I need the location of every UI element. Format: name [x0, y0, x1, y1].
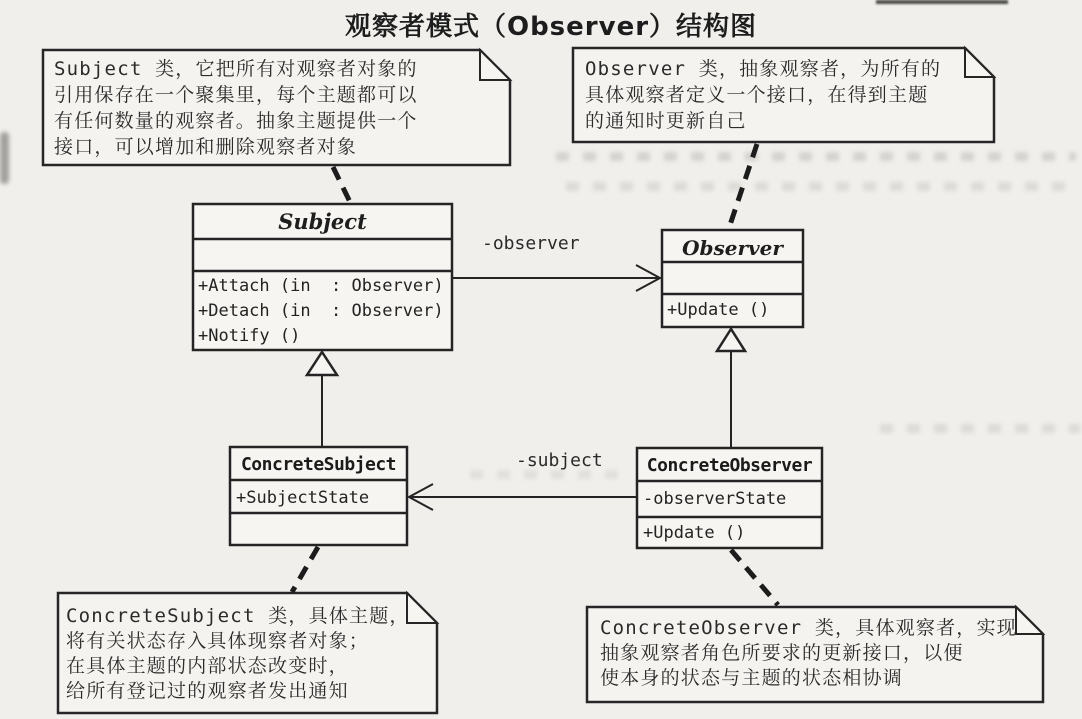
note-line: 有任何数量的观察者。抽象主题提供一个: [54, 110, 418, 132]
class-method: +Update (): [667, 300, 770, 320]
class-method: +Detach (in : Observer): [198, 301, 444, 321]
class-methods-observer: [667, 298, 769, 323]
class-attribute: +SubjectState: [236, 488, 370, 508]
note-line: ConcreteSubject 类，具体主题，: [66, 605, 410, 627]
page-title: 观察者模式（Observer）结构图: [344, 12, 758, 42]
class-name-concrete-subject: ConcreteSubject: [240, 454, 397, 475]
note-line: Subject 类，它把所有对观察者对象的: [54, 58, 418, 80]
note-line: 使本身的状态与主题的状态相协调: [600, 667, 904, 689]
note-line: 具体观察者定义一个接口，在得到主题: [585, 84, 929, 106]
class-name-subject: Subject: [278, 209, 367, 234]
note-line: 抽象观察者角色所要求的更新接口，以便: [600, 642, 964, 664]
class-attributes-concrete-subject: [236, 486, 369, 511]
class-name-observer: Observer: [682, 236, 783, 260]
note-line: 将有关状态存入具体现察者对象；: [66, 630, 370, 652]
class-attribute: -observerState: [643, 489, 787, 509]
note-concrete-subject: [66, 604, 426, 704]
association-label-subject: -subject: [516, 450, 603, 471]
note-line: 的通知时更新自己: [585, 110, 747, 132]
class-methods-concrete-observer: [643, 521, 745, 546]
note-line: Observer 类，抽象观察者，为所有的: [585, 58, 942, 80]
note-concrete-observer: [600, 616, 1030, 691]
note-line: 在具体主题的内部状态改变时，: [66, 655, 349, 677]
class-method: +Notify (): [198, 326, 301, 346]
note-line: 给所有登记过的观察者发出通知: [66, 680, 349, 702]
note-line: ConcreteObserver 类，具体观察者，实现: [600, 617, 1017, 639]
class-method: +Attach (in : Observer): [198, 276, 444, 296]
class-name-concrete-observer: ConcreteObserver: [646, 455, 813, 476]
note-observer: [585, 56, 975, 134]
class-method: +Update (): [643, 523, 746, 543]
class-methods-subject: [198, 274, 444, 349]
note-subject: [54, 56, 494, 160]
note-line: 接口，可以增加和删除观察者对象: [54, 136, 358, 158]
class-attributes-concrete-observer: [643, 487, 786, 512]
association-label-observer: -observer: [482, 233, 580, 254]
note-line: 引用保存在一个聚集里，每个主题都可以: [54, 84, 418, 106]
